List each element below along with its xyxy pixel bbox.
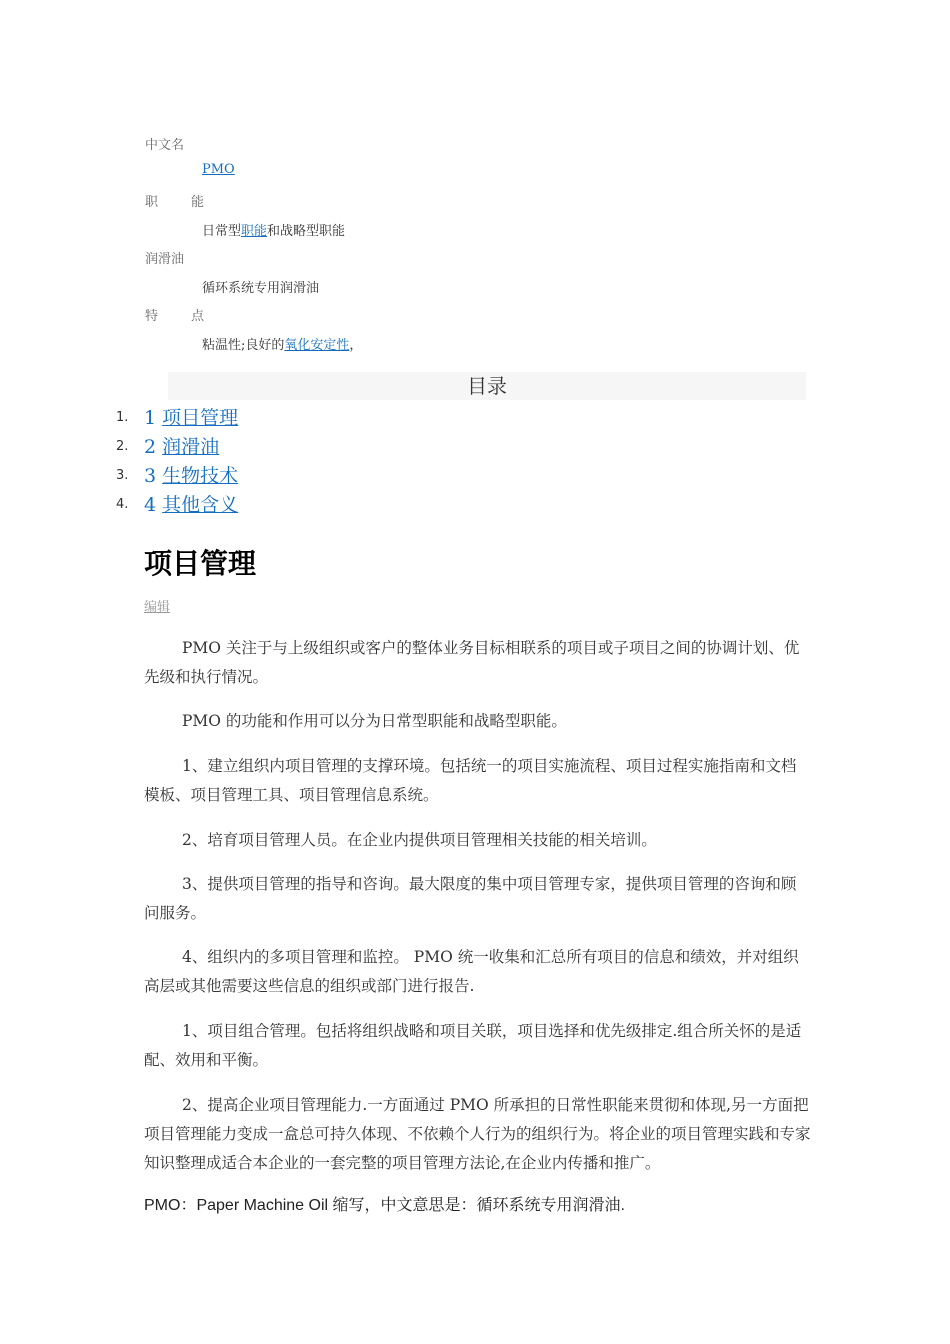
infobox-value-function-pre: 日常型 [202, 224, 242, 239]
infobox-value-pmo-link[interactable]: PMO [202, 162, 235, 177]
toc-item-number: 3. [116, 468, 129, 483]
infobox-value-function-post: 和战略型职能 [267, 224, 346, 239]
paragraph: 3、提供项目管理的指导和咨询。最大限度的集中项目管理专家，提供项目管理的咨询和顾问服务。 [144, 875, 797, 922]
infobox-label-lubricant: 润滑油 [145, 252, 185, 267]
infobox-value-features-pre: 粘温性;良好的 [202, 338, 285, 353]
toc-item-4 [0, 490, 400, 516]
toc-link-label: 生物技术 [162, 465, 239, 487]
paragraph: 1、建立组织内项目管理的支撑环境。包括统一的项目实施流程、项目过程实施指南和文档模板、项目管理工具、项目管理信息系统。 [144, 757, 797, 804]
infobox-value-features-post: ， [349, 338, 363, 353]
toc-link-index: 2 [144, 436, 157, 458]
paragraph: 2、培育项目管理人员。在企业内提供项目管理相关技能的相关培训。 [182, 831, 657, 849]
infobox-value-features [202, 334, 362, 353]
section-title: 项目管理 [144, 547, 257, 580]
toc-item-number: 2. [116, 439, 129, 454]
paragraph: 2、提高企业项目管理能力.一方面通过 PMO 所承担的日常性职能来贯彻和体现,另一方面把项目管理能力变成一盒总可持久体现、不依赖个人行为的组织行为。将企业的项目管理实践和专家知识整理成适合本企业的一套完整的项目管理方法论,在企业内传播和推广。 [144, 1096, 811, 1172]
toc-item-1 [0, 403, 400, 429]
toc-item-number: 4. [116, 497, 129, 512]
toc-link-label: 项目管理 [162, 407, 239, 429]
toc-item-3 [0, 461, 400, 487]
infobox-value-lubricant: 循环系统专用润滑油 [202, 281, 320, 296]
toc-link-biotech[interactable] [144, 461, 238, 488]
infobox-value-function [202, 220, 345, 239]
toc-link-other-meanings[interactable] [144, 490, 238, 517]
toc-link-project-management[interactable] [144, 403, 238, 430]
toc-title: 目录 [168, 372, 806, 400]
infobox-label-features: 特 点 [145, 309, 205, 324]
infobox-label-function: 职 能 [145, 195, 205, 210]
toc-item-number: 1. [116, 410, 129, 425]
toc-link-label: 其他含义 [162, 494, 239, 516]
toc-link-index: 3 [144, 465, 157, 487]
paragraph: PMO 的功能和作用可以分为日常型职能和战略型职能。 [182, 712, 567, 730]
function-link[interactable]: 职能 [241, 224, 268, 239]
paragraph: PMO 关注于与上级组织或客户的整体业务目标相联系的项目或子项目之间的协调计划、优先级和执行情况。 [144, 639, 800, 686]
oxidation-stability-link[interactable]: 氧化安定性 [284, 338, 350, 353]
toc-link-index: 4 [144, 494, 157, 516]
toc-link-lubricant[interactable] [144, 432, 219, 459]
toc-link-label: 润滑油 [162, 436, 220, 458]
infobox-label-chinese-name: 中文名 [145, 138, 185, 153]
toc-item-2 [0, 432, 400, 458]
paragraph: 4、组织内的多项目管理和监控。 PMO 统一收集和汇总所有项目的信息和绩效，并对组织高层或其他需要这些信息的组织或部门进行报告. [144, 948, 799, 995]
pmo-definition-line: PMO：Paper Machine Oil 缩写，中文意思是：循环系统专用润滑油. [144, 1197, 625, 1214]
edit-link[interactable]: 编辑 [144, 600, 171, 615]
paragraph: 1、项目组合管理。包括将组织战略和项目关联，项目选择和优先级排定.组合所关怀的是适配、效用和平衡。 [144, 1022, 802, 1069]
toc-link-index: 1 [144, 407, 157, 429]
